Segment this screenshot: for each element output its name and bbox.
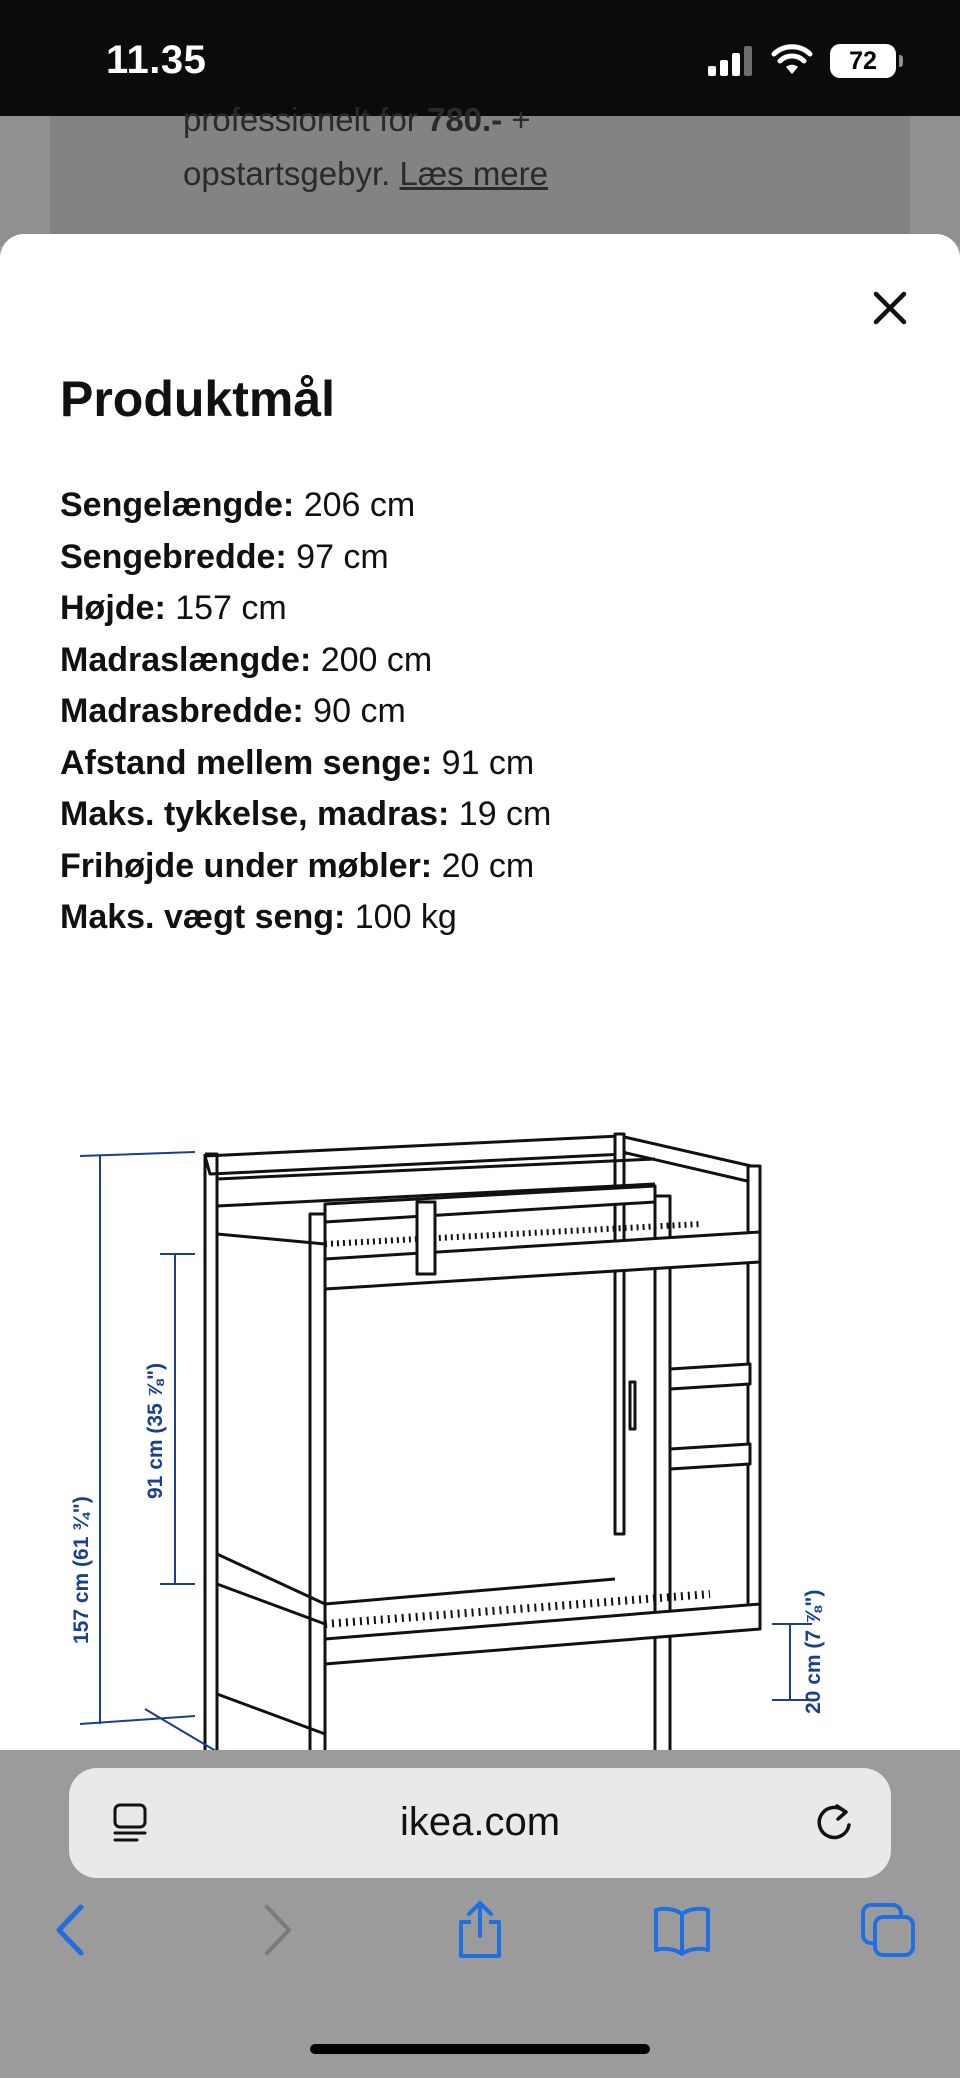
background-text-line2: opstartsgebyr.: [183, 155, 400, 192]
forward-button[interactable]: [248, 1900, 308, 1960]
bunk-bed-dimension-diagram: [60, 1084, 900, 1744]
reload-icon[interactable]: [811, 1800, 857, 1846]
url-text: ikea.com: [399, 1800, 561, 1844]
dimension-item: Madrasbredde: 90 cm: [60, 692, 406, 730]
background-price: 780.-: [426, 101, 503, 138]
tabs-icon: [859, 1901, 917, 1959]
tabs-button[interactable]: [858, 1900, 918, 1960]
dimension-item: Højde: 157 cm: [60, 589, 287, 627]
battery-level: 72: [849, 46, 877, 75]
dimension-item: Maks. tykkelse, madras: 19 cm: [60, 795, 552, 833]
dimension-item: Madraslængde: 200 cm: [60, 640, 433, 679]
clearance-label: 20 cm (7 ⅞"): [802, 1589, 825, 1714]
between-beds-label: 91 cm (35 ⅞"): [144, 1362, 167, 1499]
product-dimensions-sheet: [0, 234, 960, 1750]
dimension-item: Afstand mellem senge: 91 cm: [60, 743, 535, 782]
background-text-suffix: +: [502, 101, 531, 138]
address-bar[interactable]: [69, 1768, 891, 1878]
close-icon: [872, 290, 908, 326]
bookmarks-button[interactable]: [652, 1900, 712, 1960]
read-more-link[interactable]: Læs mere: [399, 155, 549, 192]
dimension-item: Sengebredde: 97 cm: [60, 537, 389, 576]
wifi-icon: [772, 46, 812, 76]
dimensions-list: [60, 480, 551, 944]
back-button[interactable]: [40, 1900, 100, 1960]
status-time: 11.35: [106, 38, 207, 82]
home-indicator: [310, 2044, 650, 2054]
close-button[interactable]: [866, 284, 914, 332]
cellular-signal-icon: [708, 46, 754, 76]
height-label: 157 cm (61 ¾"): [70, 1496, 93, 1644]
sheet-title: Produktmål: [60, 371, 336, 427]
status-icons: [708, 44, 896, 78]
dimension-item: Frihøjde under møbler: 20 cm: [60, 846, 535, 885]
bookmarks-icon: [652, 1904, 712, 1956]
back-icon: [55, 1904, 85, 1956]
dimension-item: Sengelængde: 206 cm: [60, 486, 416, 524]
share-button[interactable]: [450, 1900, 510, 1960]
background-page: [0, 101, 960, 246]
dimension-item: Maks. vægt seng: 100 kg: [60, 898, 457, 936]
browser-toolbar: [0, 1750, 960, 2078]
background-text-prefix: professionelt for: [183, 101, 427, 138]
forward-icon: [263, 1904, 293, 1956]
battery-indicator: [830, 44, 896, 78]
share-icon: [454, 1900, 506, 1960]
